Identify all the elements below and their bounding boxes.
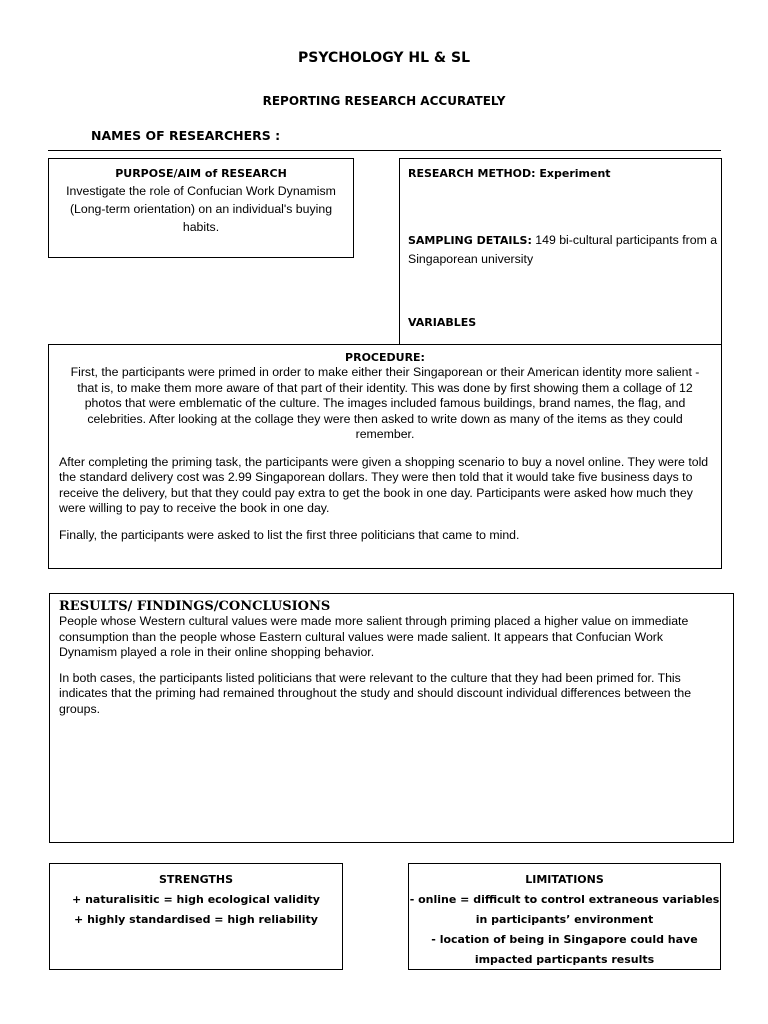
research-method-label: RESEARCH METHOD: — [408, 167, 536, 180]
limitations-item: - location of being in Singapore could have impacted particpants results — [431, 933, 698, 966]
procedure-heading: PROCEDURE: — [345, 351, 425, 364]
strengths-box — [49, 863, 343, 970]
results-paragraph-1: People whose Western cultural values were made more salient through priming placed a higher value on immediate consumption than the people whose Eastern cultural values were made salient. It appears that Confucian Work Dynamism played a role in their online shopping behavior. — [59, 614, 689, 659]
limitations-box — [408, 863, 721, 970]
results-heading: RESULTS/ FINDINGS/CONCLUSIONS — [59, 599, 331, 614]
names-of-researchers-label: NAMES OF RESEARCHERS : — [91, 128, 281, 143]
procedure-paragraph-3: Finally, the participants were asked to list the first three politicians that came to mind. — [59, 527, 520, 542]
strengths-item: + highly standardised = high reliability — [74, 913, 318, 926]
sampling-details-row — [408, 231, 718, 268]
variables-label: VARIABLES — [408, 316, 477, 329]
sampling-details-label: SAMPLING DETAILS: — [408, 234, 532, 247]
strengths-item: + naturalisitic = high ecological validity — [72, 893, 320, 906]
procedure-paragraph-1: First, the participants were primed in order to make either their Singaporean or their American identity more salient - that is, to make them more aware of that part of their identity. This was done by first showing them a collage of 12 photos that were emblematic of the culture. The images included famous buildings, brand names, the flag, and celebrities. After looking at the collage they were then asked to write down as many of the items as they could remember. — [70, 365, 700, 441]
research-method-value: Experiment — [535, 167, 611, 180]
sampling-details-value: 149 bi-cultural participants from a Singaporean university — [408, 233, 718, 266]
purpose-heading: PURPOSE/AIM of RESEARCH — [115, 167, 287, 180]
research-method-box — [399, 158, 722, 346]
results-paragraph-2: In both cases, the participants listed politicians that were relevant to the culture that they had been primed for. This indicates that the priming had remained throughout the study and should discount individual differences between the groups. — [59, 670, 692, 716]
page-subtitle: REPORTING RESEARCH ACCURATELY — [262, 94, 506, 108]
results-box — [49, 593, 734, 843]
limitations-item: - online = difficult to control extraneous variables in participants’ environment — [409, 893, 720, 926]
strengths-heading: STRENGTHS — [158, 873, 234, 886]
procedure-paragraph-2: After completing the priming task, the participants were given a shopping scenario to buy a novel online. They were told the standard delivery cost was 2.99 Singaporean dollars. They were then told that it would take five business days to receive the delivery, but that they could pay extra to get the book in one day. Participants were asked how much they were willing to pay to receive the book in one day. — [59, 454, 709, 515]
research-method-row — [408, 167, 611, 180]
purpose-text: Investigate the role of Confucian Work Dynamism (Long-term orientation) on an individual's buying habits. — [66, 184, 336, 234]
purpose-box — [48, 158, 354, 258]
limitations-heading: LIMITATIONS — [525, 873, 604, 886]
procedure-box — [48, 344, 722, 569]
names-underline — [48, 150, 721, 151]
page-title: PSYCHOLOGY HL & SL — [298, 50, 470, 66]
